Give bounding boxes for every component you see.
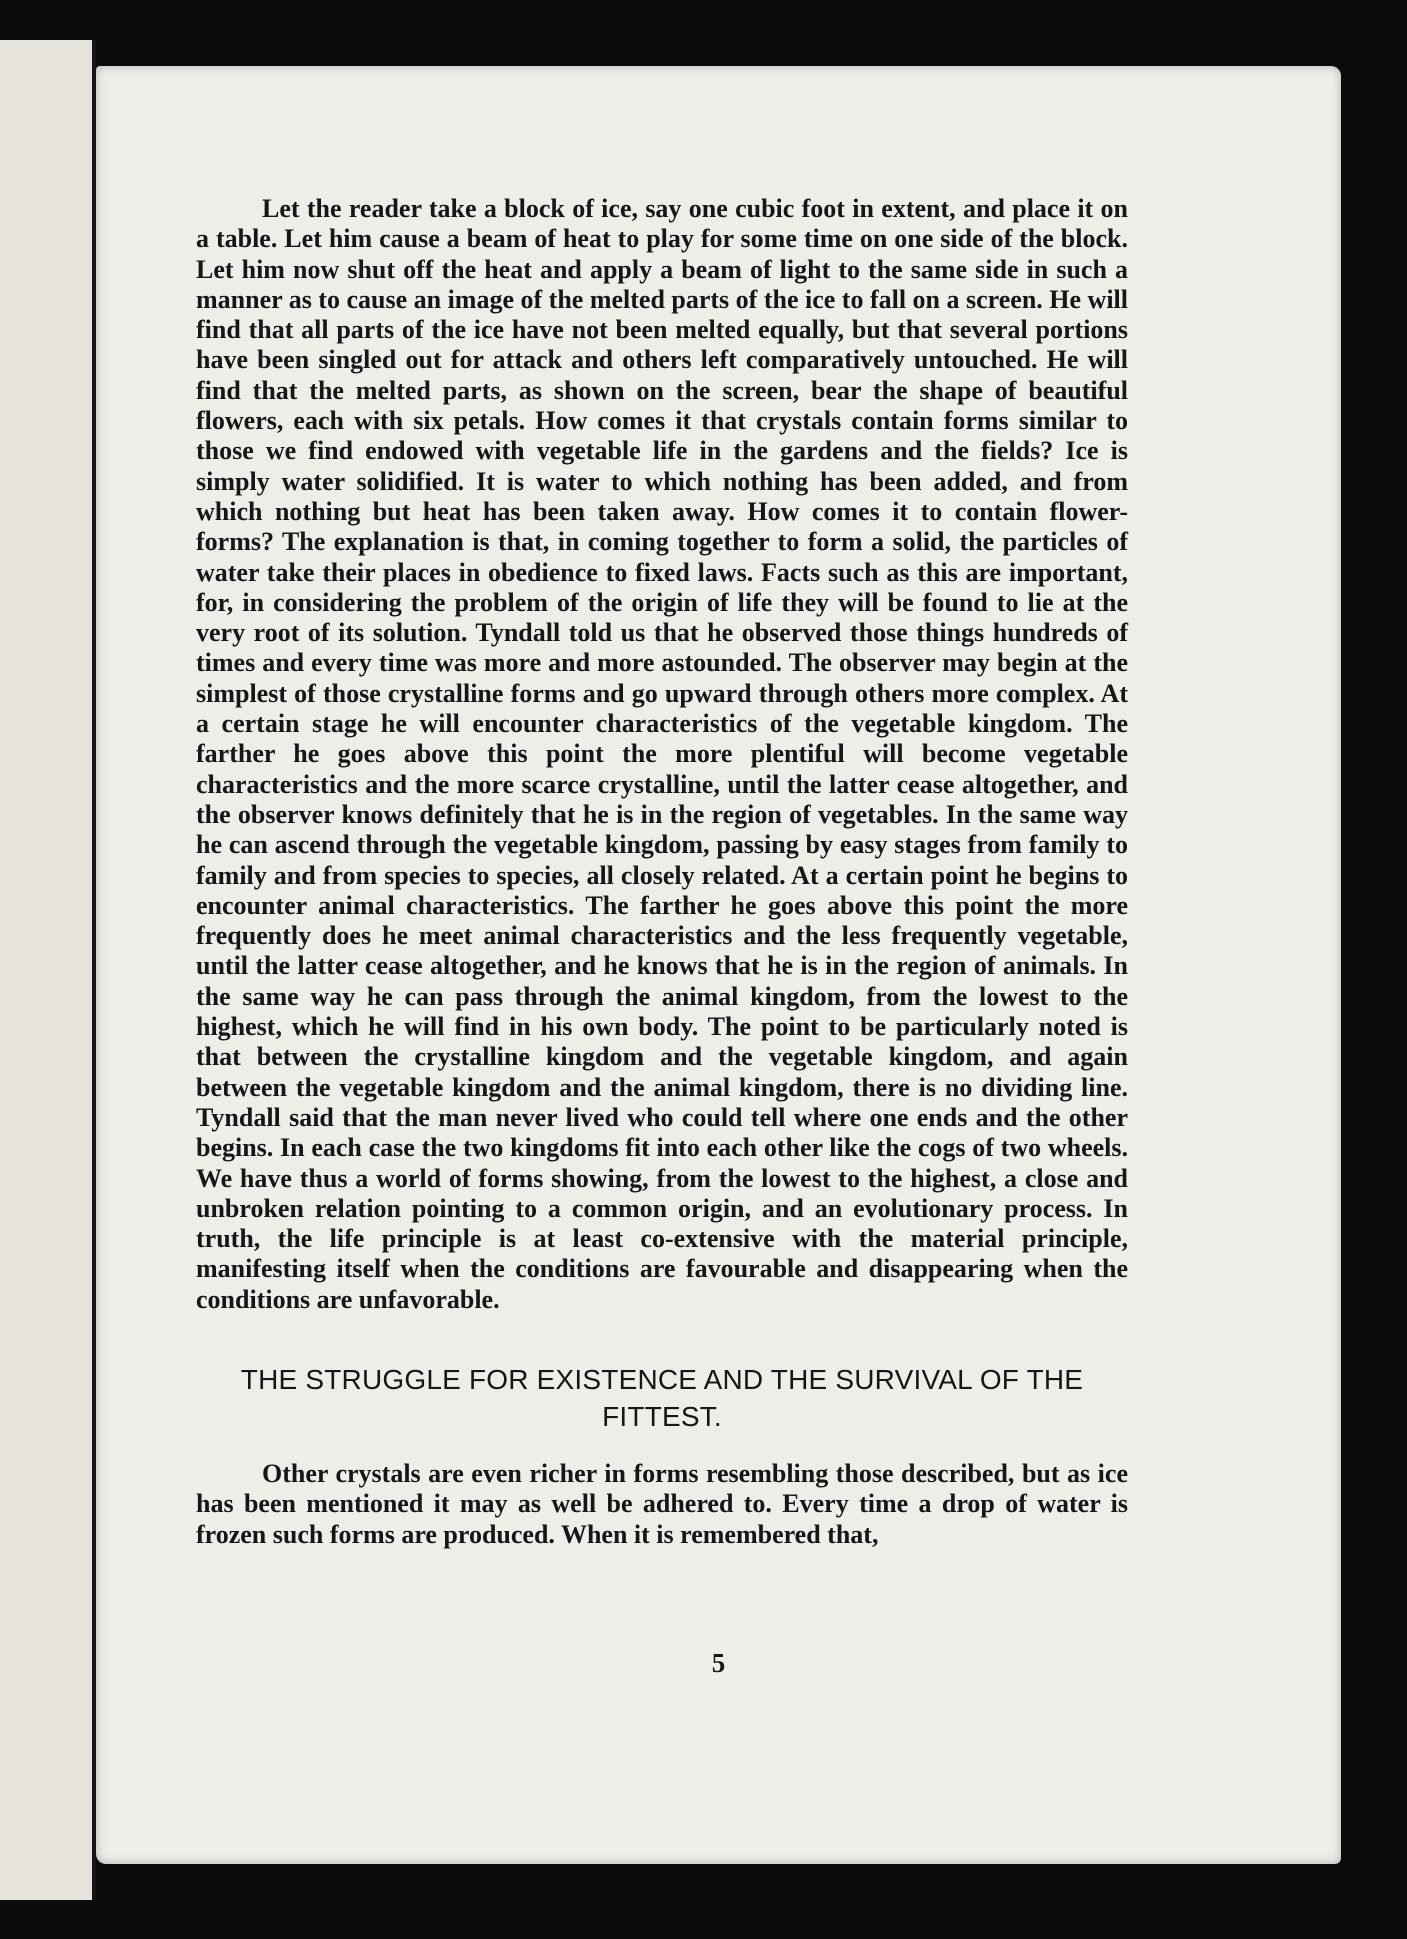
paragraph: Other crystals are even richer in forms resembling those described, but as ice has been mentioned it may as well be adhered to. Every time a drop of water is frozen such forms are produced. When it is remembered that, xyxy=(196,1458,1128,1549)
page-number: 5 xyxy=(711,1648,726,1678)
facing-page-edge xyxy=(0,40,96,1900)
document-page xyxy=(96,66,1341,1864)
paragraph: Let the reader take a block of ice, say one cubic foot in extent, and place it on a table. Let him cause a beam of heat to play for some time on one side of the block. Let him now shut off the heat and apply a beam of light to the same side in such a manner as to cause an image of the melted parts of the ice to fall on a screen. He will find that all parts of the ice have not been melted equally, but that several portions have been singled out for attack and others left comparatively untouched. He will find that the melted parts, as shown on the screen, bear the shape of beautiful flowers, each with six petals. How comes it that crystals contain forms similar to those we find endowed with vegetable life in the gardens and the fields? Ice is simply water solidified. It is water to which nothing has been added, and from which nothing but heat has been taken away. How comes it to contain flower-forms? The explanation is that, in coming together to form a solid, the particles of water take their places in obedience to fixed laws. Facts such as this are important, for, in considering the problem of the origin of life they will be found to lie at the very root of its solution. Tyndall told us that he observed those things hundreds of times and every time was more and more astounded. The observer may begin at the simplest of those crystalline forms and go upward through others more complex. At a certain stage he will encounter characteristics of the vegetable kingdom. The farther he goes above this point the more plentiful will become vegetable characteristics and the more scarce crystalline, until the latter cease altogether, and the observer knows definitely that he is in the region of vegetables. In the same way he can ascend through the vegetable kingdom, passing by easy stages from family to family and from species to species, all closely related. At a certain point he begins to encounter animal characteristics. The farther he goes above this point the more frequently does he meet animal characteristics and the less frequently vegetable, until the latter cease altogether, and he knows that he is in the region of animals. In the same way he can pass through the animal kingdom, from the lowest to the highest, which he will find in his own body. The point to be particularly noted is that between the crystalline kingdom and the vegetable kingdom, and again between the vegetable kingdom and the animal kingdom, there is no dividing line. Tyndall said that the man never lived who could tell where one ends and the other begins. In each case the two kingdoms fit into each other like the cogs of two wheels. We have thus a world of forms showing, from the lowest to the highest, a close and unbroken relation pointing to a common origin, and an evolutionary process. In truth, the life principle is at least co-extensive with the material principle, manifesting itself when the conditions are favourable and disappearing when the conditions are unfavorable. xyxy=(196,194,1129,1314)
section-heading: THE STRUGGLE FOR EXISTENCE AND THE SURVIVAL OF THE FITTEST. xyxy=(240,1363,1084,1432)
body-text xyxy=(196,194,1128,1550)
